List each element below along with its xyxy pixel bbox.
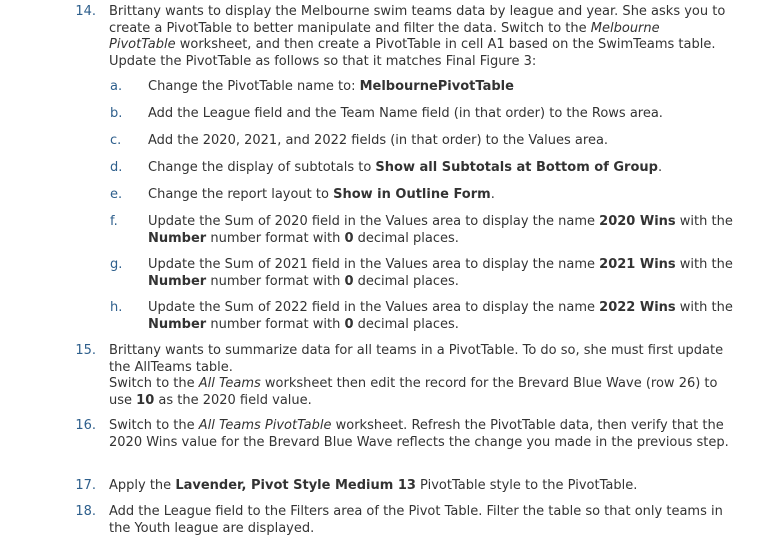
substep-letter: f. <box>110 214 118 229</box>
text-run: with the <box>675 300 733 315</box>
substep-text <box>148 133 738 150</box>
bold-text: Number <box>148 230 207 246</box>
bold-text: Number <box>148 316 207 332</box>
bold-text: Number <box>148 273 207 289</box>
bold-text: MelbournePivotTable <box>359 79 514 94</box>
text-run: Update the Sum of 2022 field in the Values area to display the name <box>148 300 600 315</box>
substep-text <box>148 187 738 204</box>
bold-text: Show in Outline Form <box>333 187 491 202</box>
substep-text <box>148 160 738 177</box>
text-run: number format with <box>206 316 345 332</box>
text-run: decimal places. <box>353 230 459 246</box>
substep-text <box>148 300 738 333</box>
substep-letter: c. <box>110 133 122 148</box>
text-run: . <box>490 187 495 202</box>
step-number: 14. <box>75 4 96 19</box>
substep-letter: a. <box>110 79 123 94</box>
step-number: 18. <box>75 504 96 519</box>
substep-letter: d. <box>110 160 123 175</box>
bold-text: 2021 Wins <box>599 257 676 272</box>
substep-letter: h. <box>110 300 123 315</box>
bold-text: 0 <box>344 273 354 289</box>
bold-text: 0 <box>344 316 354 332</box>
substep-text <box>148 106 738 123</box>
step-number: 17. <box>75 478 96 493</box>
substep-letter: g. <box>110 257 123 272</box>
step-text <box>109 418 729 451</box>
text-run: Apply the <box>109 478 176 493</box>
text-run: worksheet then edit the record for the Brevard Blue Wave (row 26) to use <box>109 376 718 408</box>
italic-text: All Teams <box>198 376 261 391</box>
substep-text <box>148 214 738 247</box>
text-run: with the <box>675 214 733 229</box>
text-run: number format with <box>206 273 345 289</box>
text-run: Change the PivotTable name to: <box>148 79 360 94</box>
bold-text: Show all Subtotals at Bottom of Group <box>375 160 658 175</box>
text-run: worksheet. Refresh the PivotTable data, then verify that the 2020 Wins value for the Brevard Blue Wave reflects the change you made in the previous step. <box>109 418 729 450</box>
text-run: decimal places. <box>353 273 459 289</box>
text-run: Add the League field to the Filters area of the Pivot Table. Filter the table so that only teams in the Youth league are displayed. <box>109 504 723 536</box>
step-text <box>109 343 729 409</box>
text-run: with the <box>675 257 733 272</box>
text-run: as the 2020 field value. <box>154 392 312 408</box>
bold-text: Lavender, Pivot Style Medium 13 <box>175 478 416 493</box>
step-text <box>109 4 729 70</box>
substep-letter: e. <box>110 187 123 202</box>
text-run: number format with <box>206 230 345 246</box>
step-number: 15. <box>75 343 96 358</box>
text-run: Change the display of subtotals to <box>148 160 376 175</box>
text-run: Update the Sum of 2020 field in the Values area to display the name <box>148 214 600 229</box>
text-run: Brittany wants to display the Melbourne swim teams data by league and year. She asks you to create a PivotTable to better manipulate and filter the data. Switch to the <box>109 4 726 36</box>
text-run: PivotTable style to the PivotTable. <box>415 478 638 493</box>
step-number: 16. <box>75 418 96 433</box>
text-run: Update the Sum of 2021 field in the Values area to display the name <box>148 257 600 272</box>
bold-text: 2022 Wins <box>599 300 676 315</box>
substep-text <box>148 79 738 96</box>
text-run: Add the League field and the Team Name field (in that order) to the Rows area. <box>148 106 663 121</box>
step-text <box>109 478 729 495</box>
text-run: . <box>657 160 663 175</box>
italic-text: Melbourne PivotTable <box>109 20 660 52</box>
text-run: Change the report layout to <box>148 187 334 202</box>
italic-text: All Teams PivotTable <box>198 418 332 433</box>
step-text <box>109 504 729 537</box>
text-run: worksheet, and then create a PivotTable in cell A1 based on the SwimTeams table. Update the PivotTable as follows so that it matches Final Figure 3: <box>109 37 716 69</box>
substep-letter: b. <box>110 106 123 121</box>
text-run: Brittany wants to summarize data for all teams in a PivotTable. To do so, she must first update the AllTeams table. <box>109 343 724 375</box>
bold-text: 10 <box>136 392 155 408</box>
text-run: Add the 2020, 2021, and 2022 fields (in that order) to the Values area. <box>148 133 609 148</box>
bold-text: 0 <box>344 230 354 246</box>
substep-text <box>148 257 738 290</box>
text-run: Switch to the <box>109 376 199 391</box>
text-run: decimal places. <box>353 316 459 332</box>
text-run: Switch to the <box>109 418 199 433</box>
bold-text: 2020 Wins <box>599 214 676 229</box>
